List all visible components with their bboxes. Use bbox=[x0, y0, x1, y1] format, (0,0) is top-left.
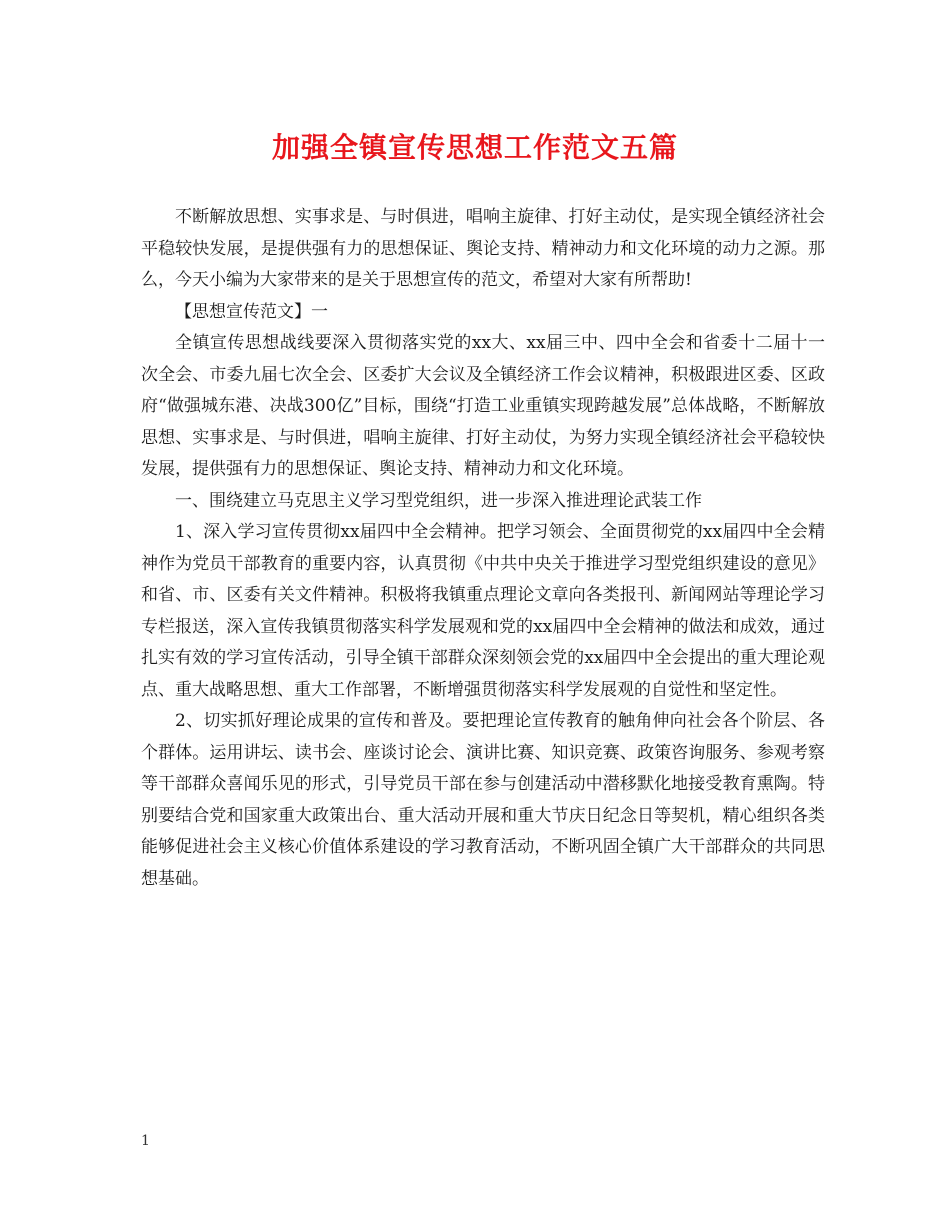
intro-paragraph: 不断解放思想、实事求是、与时俱进，唱响主旋律、打好主动仗，是实现全镇经济社会平稳较快发展，是提供强有力的思想保证、舆论支持、精神动力和文化环境的动力之源。那么，今天小编为大家带来的是关于思想宣传的范文，希望对大家有所帮助! bbox=[141, 207, 825, 290]
page-number: 1 bbox=[141, 1133, 150, 1149]
body-paragraph: 全镇宣传思想战线要深入贯彻落实党的xx大、xx届三中、四中全会和省委十二届十一次全会、市委九届七次全会、区委扩大会议及全镇经济工作会议精神，积极跟进区委、区政府“做强城东港、决战300亿”目标，围绕“打造工业重镇实现跨越发展”总体战略，不断解放思想、实事求是、与时俱进，唱响主旋律、打好主动仗，为努力实现全镇经济社会平稳较快发展，提供强有力的思想保证、舆论支持、精神动力和文化环境。 bbox=[141, 333, 825, 479]
document-title: 加强全镇宣传思想工作范文五篇 bbox=[271, 131, 678, 164]
subsection-heading: 一、围绕建立马克思主义学习型党组织，进一步深入推进理论武装工作 bbox=[175, 490, 702, 511]
body-paragraph: 1、深入学习宣传贯彻xx届四中全会精神。把学习领会、全面贯彻党的xx届四中全会精神作为党员干部教育的重要内容，认真贯彻《中共中央关于推进学习型党组织建设的意见》和省、市、区委有关文件精神。积极将我镇重点理论文章向各类报刊、新闻网站等理论学习专栏报送，深入宣传我镇贯彻落实科学发展观和党的xx届四中全会精神的做法和成效，通过扎实有效的学习宣传活动，引导全镇干部群众深刻领会党的xx届四中全会提出的重大理论观点、重大战略思想、重大工作部署，不断增强贯彻落实科学发展观的自觉性和坚定性。 bbox=[141, 522, 825, 700]
document-body bbox=[141, 202, 825, 895]
section-heading-essay-one: 【思想宣传范文】一 bbox=[175, 301, 328, 322]
body-paragraph: 2、切实抓好理论成果的宣传和普及。要把理论宣传教育的触角伸向社会各个阶层、各个群体。运用讲坛、读书会、座谈讨论会、演讲比赛、知识竞赛、政策咨询服务、参观考察等干部群众喜闻乐见的形式，引导党员干部在参与创建活动中潜移默化地接受教育熏陶。特别要结合党和国家重大政策出台、重大活动开展和重大节庆日纪念日等契机，精心组织各类能够促进社会主义核心价值体系建设的学习教育活动，不断巩固全镇广大干部群众的共同思想基础。 bbox=[141, 711, 825, 889]
